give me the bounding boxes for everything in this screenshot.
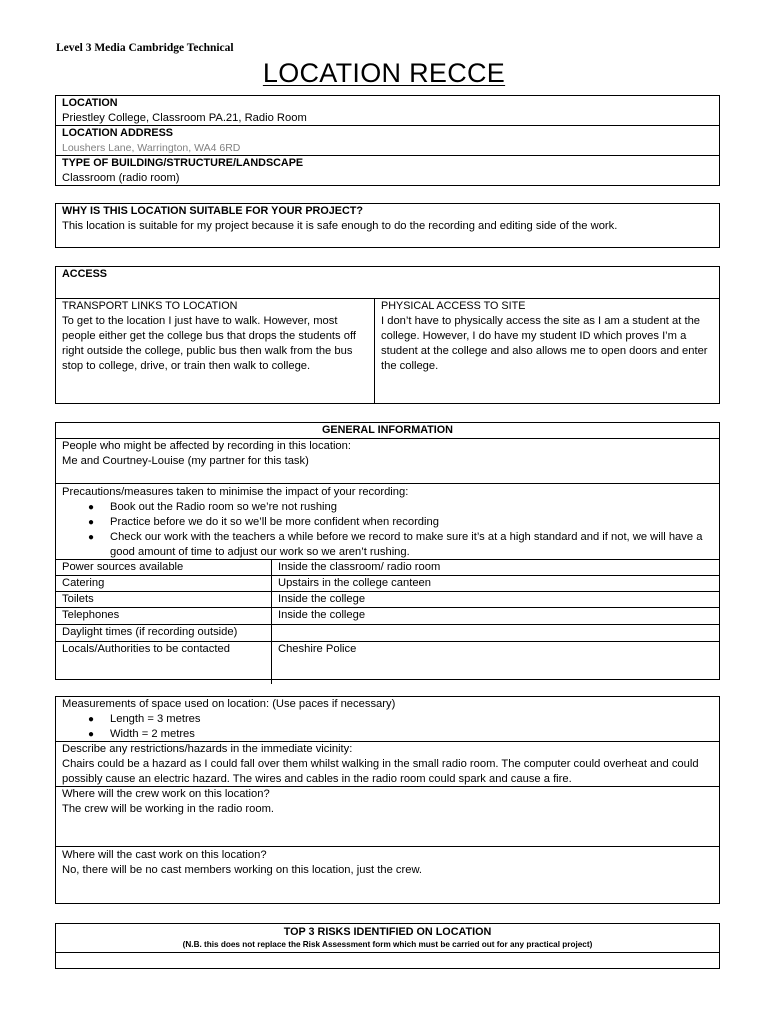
risks-label: TOP 3 RISKS IDENTIFIED ON LOCATION <box>283 926 492 938</box>
table-cell-label: Daylight times (if recording outside) <box>56 625 272 641</box>
bullet-icon: ● <box>88 729 95 740</box>
table-row <box>56 560 719 576</box>
transport-cell <box>56 299 375 403</box>
type-row <box>56 156 719 185</box>
risks-empty-row <box>56 953 719 968</box>
table-cell-value: Cheshire Police <box>278 643 357 655</box>
affected-row <box>56 439 719 484</box>
general-label: GENERAL INFORMATION <box>322 424 453 436</box>
type-value: Classroom (radio room) <box>62 172 180 184</box>
hazards-row <box>56 742 719 787</box>
table-cell-value <box>272 625 719 641</box>
table-cell-label: Telephones <box>56 608 272 624</box>
cast-row <box>56 847 719 903</box>
crew-row <box>56 787 719 847</box>
address-label: LOCATION ADDRESS <box>62 127 173 139</box>
access-columns <box>56 299 719 403</box>
table-cell-label: Locals/Authorities to be contacted <box>56 642 272 684</box>
measurements-box <box>55 696 720 904</box>
table-row <box>56 592 719 608</box>
table-cell-value: Inside the college <box>278 609 366 621</box>
risks-note: (N.B. this does not replace the Risk Assessment form which must be carried out for any practical project) <box>182 940 593 949</box>
suitability-box <box>55 203 720 248</box>
precautions-label: Precautions/measures taken to minimise the impact of your recording: <box>62 486 409 498</box>
type-label: TYPE OF BUILDING/STRUCTURE/LANDSCAPE <box>62 157 304 169</box>
page-title <box>0 58 768 89</box>
access-header-row <box>56 267 719 299</box>
bullet-icon: ● <box>88 517 95 528</box>
suitability-value: This location is suitable for my project because it is safe enough to do the recording and editing side of the work. <box>62 220 618 232</box>
physical-value: I don’t have to physically access the site as I am a student at the college. However, I do have my student ID which proves I’m a student at the college and also allows me to open doors and enter the college. <box>381 315 708 372</box>
transport-label: TRANSPORT LINKS TO LOCATION <box>62 300 238 312</box>
precautions-list <box>62 500 713 560</box>
list-item: ● Check our work with the teachers a while before we record to make sure it’s at a high standard and if not, we will have a good amount of time to adjust our work so we aren’t rushing. <box>88 531 703 558</box>
crew-value: The crew will be working in the radio room. <box>62 803 275 815</box>
general-header-row <box>56 423 719 439</box>
risks-header-row <box>56 924 719 953</box>
page-title-text: LOCATION RECCE <box>262 58 506 88</box>
table-cell-value: Inside the classroom/ radio room <box>278 561 441 573</box>
table-cell-label: Catering <box>56 576 272 591</box>
cast-value: No, there will be no cast members working on this location, just the crew. <box>62 864 423 876</box>
table-row <box>56 625 719 642</box>
bullet-icon: ● <box>88 502 95 513</box>
location-box <box>55 95 720 186</box>
address-value: Loushers Lane, Warrington, WA4 6RD <box>62 142 241 154</box>
table-row <box>56 608 719 625</box>
course-name: Level 3 Media Cambridge Technical <box>56 42 234 54</box>
list-item: ● Practice before we do it so we’ll be more confident when recording <box>88 516 439 528</box>
affected-label: People who might be affected by recording in this location: <box>62 440 351 452</box>
list-item: ● Width = 2 metres <box>88 728 195 740</box>
table-row <box>56 576 719 592</box>
table-cell-value: Inside the college <box>278 593 366 605</box>
list-item: ● Book out the Radio room so we’re not rushing <box>88 501 337 513</box>
table-row <box>56 642 719 684</box>
table-cell-label: Toilets <box>56 592 272 607</box>
physical-label: PHYSICAL ACCESS TO SITE <box>381 300 526 312</box>
bullet-icon: ● <box>88 714 95 725</box>
hazards-label: Describe any restrictions/hazards in the immediate vicinity: <box>62 743 353 755</box>
affected-value: Me and Courtney-Louise (my partner for this task) <box>62 455 309 467</box>
suitability-label: WHY IS THIS LOCATION SUITABLE FOR YOUR PROJECT? <box>62 205 363 217</box>
measurements-list <box>62 712 713 742</box>
hazards-value: Chairs could be a hazard as I could fall over them whilst walking in the small radio room. The computer could overheat and could possibly cause an electric hazard. The wires and cables in the radio room could spark and cause a fire. <box>62 758 699 785</box>
suitability-row <box>56 204 719 234</box>
table-cell-label: Power sources available <box>56 560 272 575</box>
crew-label: Where will the crew work on this location? <box>62 788 270 800</box>
precautions-row <box>56 484 719 560</box>
measurements-row <box>56 697 719 742</box>
measurements-label: Measurements of space used on location: (Use paces if necessary) <box>62 698 396 710</box>
table-cell-value: Upstairs in the college canteen <box>278 577 431 589</box>
access-box <box>55 266 720 404</box>
bullet-icon: ● <box>88 532 95 543</box>
access-label: ACCESS <box>62 268 107 280</box>
physical-cell <box>375 299 719 403</box>
location-row <box>56 96 719 126</box>
location-value: Priestley College, Classroom PA.21, Radio Room <box>62 112 307 124</box>
list-item: ● Length = 3 metres <box>88 713 201 725</box>
risks-box <box>55 923 720 969</box>
general-box <box>55 422 720 680</box>
transport-value: To get to the location I just have to walk. However, most people either get the college bus that drops the students off right outside the college, public bus then walk from the bus stop to college, drive, or train then walk to college. <box>62 315 356 372</box>
address-row <box>56 126 719 156</box>
cast-label: Where will the cast work on this location? <box>62 849 267 861</box>
location-label: LOCATION <box>62 97 118 109</box>
